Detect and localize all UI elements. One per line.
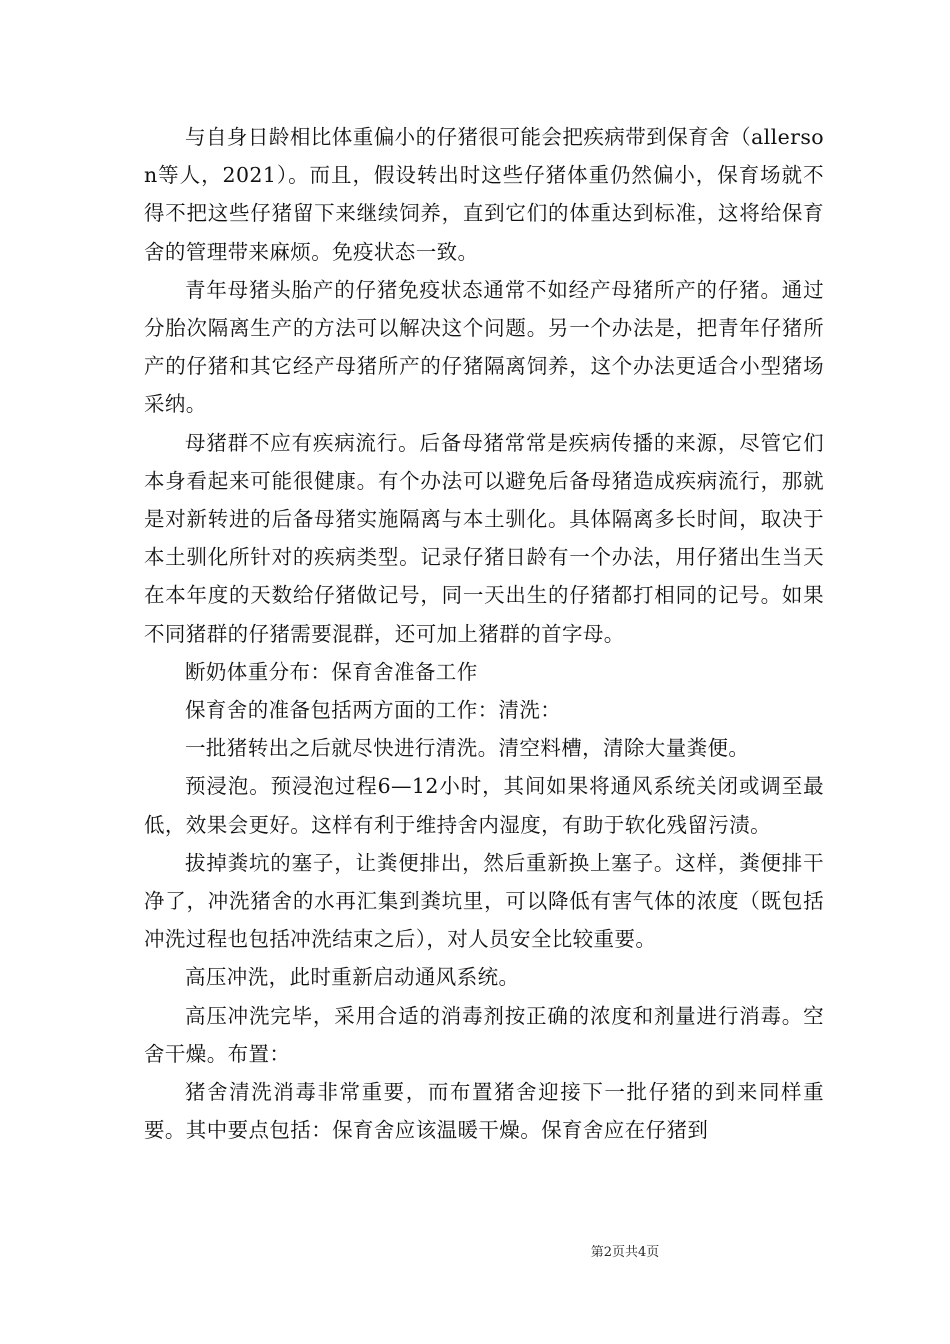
paragraph: 拔掉粪坑的塞子，让粪便排出，然后重新换上塞子。这样，粪便排干净了，冲洗猪舍的水再汇集到粪坑里，可以降低有害气体的浓度（既包括冲洗过程也包括冲洗结束之后），对人员安全比较重要。 [144, 850, 824, 952]
paragraph: 预浸泡。预浸泡过程6—12小时，其间如果将通风系统关闭或调至最低，效果会更好。这样有利于维持舍内湿度，有助于软化残留污渍。 [144, 774, 824, 837]
paragraph: 一批猪转出之后就尽快进行清洗。清空料槽，清除大量粪便。 [185, 736, 750, 761]
paragraph: 高压冲洗完毕，采用合适的消毒剂按正确的浓度和剂量进行消毒。空舍干燥。布置： [144, 1003, 824, 1066]
paragraph: 母猪群不应有疾病流行。后备母猪常常是疾病传播的来源，尽管它们本身看起来可能很健康。有个办法可以避免后备母猪造成疾病流行，那就是对新转进的后备母猪实施隔离与本土驯化。具体隔离多长时间，取决于本土驯化所针对的疾病类型。记录仔猪日龄有一个办法，用仔猪出生当天在本年度的天数给仔猪做记号，同一天出生的仔猪都打相同的记号。如果不同猪群的仔猪需要混群，还可加上猪群的首字母。 [144, 430, 824, 646]
page-number: 第2页共4页 [590, 1245, 660, 1260]
paragraph: 高压冲洗，此时重新启动通风系统。 [185, 965, 520, 990]
paragraph: 猪舍清洗消毒非常重要，而布置猪舍迎接下一批仔猪的到来同样重要。其中要点包括：保育舍应该温暖干燥。保育舍应在仔猪到 [144, 1080, 824, 1143]
body-text [144, 118, 824, 1149]
section-heading: 断奶体重分布：保育舍准备工作 [185, 659, 478, 684]
paragraph: 保育舍的准备包括两方面的工作：清洗： [185, 698, 562, 723]
page-footer [0, 1244, 950, 1262]
paragraph: 与自身日龄相比体重偏小的仔猪很可能会把疾病带到保育舍（allerson等人，2021）。而且，假设转出时这些仔猪体重仍然偏小，保育场就不得不把这些仔猪留下来继续饲养，直到它们的体重达到标准，这将给保育舍的管理带来麻烦。免疫状态一致。 [144, 125, 824, 264]
paragraph: 青年母猪头胎产的仔猪免疫状态通常不如经产母猪所产的仔猪。通过分胎次隔离生产的方法可以解决这个问题。另一个办法是，把青年仔猪所产的仔猪和其它经产母猪所产的仔猪隔离饲养，这个办法更适合小型猪场采纳。 [144, 277, 824, 417]
